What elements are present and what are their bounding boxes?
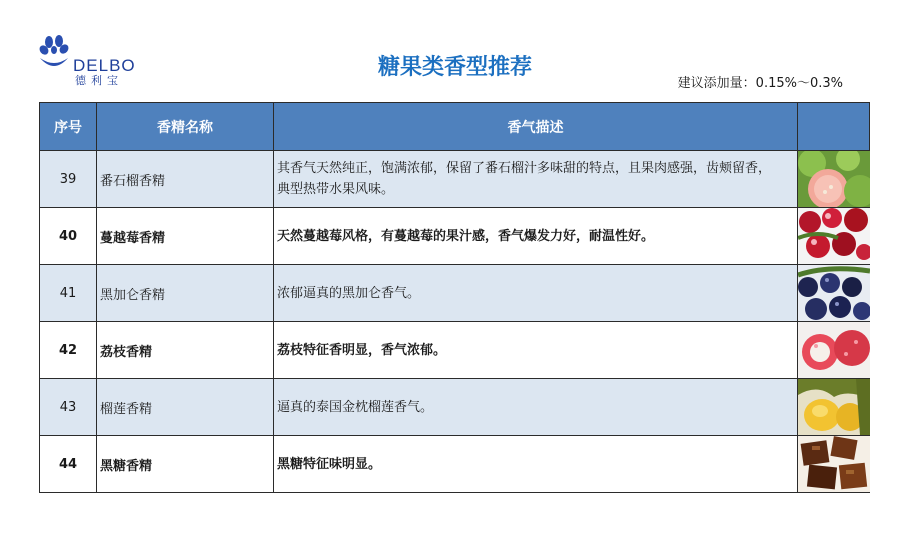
table-row — [40, 379, 870, 436]
header-name: 香精名称 — [97, 103, 274, 151]
blackcurrant-photo-icon — [798, 265, 870, 321]
header-image — [798, 103, 870, 151]
header-no: 序号 — [40, 103, 97, 151]
durian-photo-icon — [798, 379, 870, 435]
row-name: 荔枝香精 — [97, 322, 274, 379]
logo-text-cn: 德利宝 — [75, 74, 123, 87]
brown-sugar-photo-icon — [798, 436, 870, 492]
row-no: 42 — [40, 322, 97, 379]
row-no: 44 — [40, 436, 97, 493]
dosage-note: 建议添加量：0.15%～0.3% — [677, 76, 843, 91]
table-row — [40, 322, 870, 379]
row-desc: 荔枝特征香明显，香气浓郁。 — [274, 322, 798, 379]
row-desc: 其香气天然纯正，饱满浓郁，保留了番石榴汁多味甜的特点，且果肉感强，齿颊留香，典型热带水果风味。 — [274, 151, 798, 208]
row-name: 黑加仑香精 — [97, 265, 274, 322]
table-header-row — [40, 103, 870, 151]
logo-text-en: DELBO — [73, 56, 136, 75]
cranberry-photo-icon — [798, 208, 870, 264]
row-name: 蔓越莓香精 — [97, 208, 274, 265]
table-row — [40, 208, 870, 265]
row-desc: 黑糖特征味明显。 — [274, 436, 798, 493]
table-row — [40, 151, 870, 208]
table-row — [40, 436, 870, 493]
row-desc: 逼真的泰国金枕榴莲香气。 — [274, 379, 798, 436]
row-name: 番石榴香精 — [97, 151, 274, 208]
row-desc: 浓郁逼真的黑加仑香气。 — [274, 265, 798, 322]
lychee-photo-icon — [798, 322, 870, 378]
row-name: 榴莲香精 — [97, 379, 274, 436]
row-desc: 天然蔓越莓风格，有蔓越莓的果汁感，香气爆发力好，耐温性好。 — [274, 208, 798, 265]
guava-photo-icon — [798, 151, 870, 207]
header-desc: 香气描述 — [274, 103, 798, 151]
page-title: 糖果类香型推荐 — [377, 55, 532, 80]
row-no: 40 — [40, 208, 97, 265]
row-no: 41 — [40, 265, 97, 322]
flavor-table — [39, 102, 870, 493]
row-no: 39 — [40, 151, 97, 208]
table-row — [40, 265, 870, 322]
row-no: 43 — [40, 379, 97, 436]
row-name: 黑糖香精 — [97, 436, 274, 493]
